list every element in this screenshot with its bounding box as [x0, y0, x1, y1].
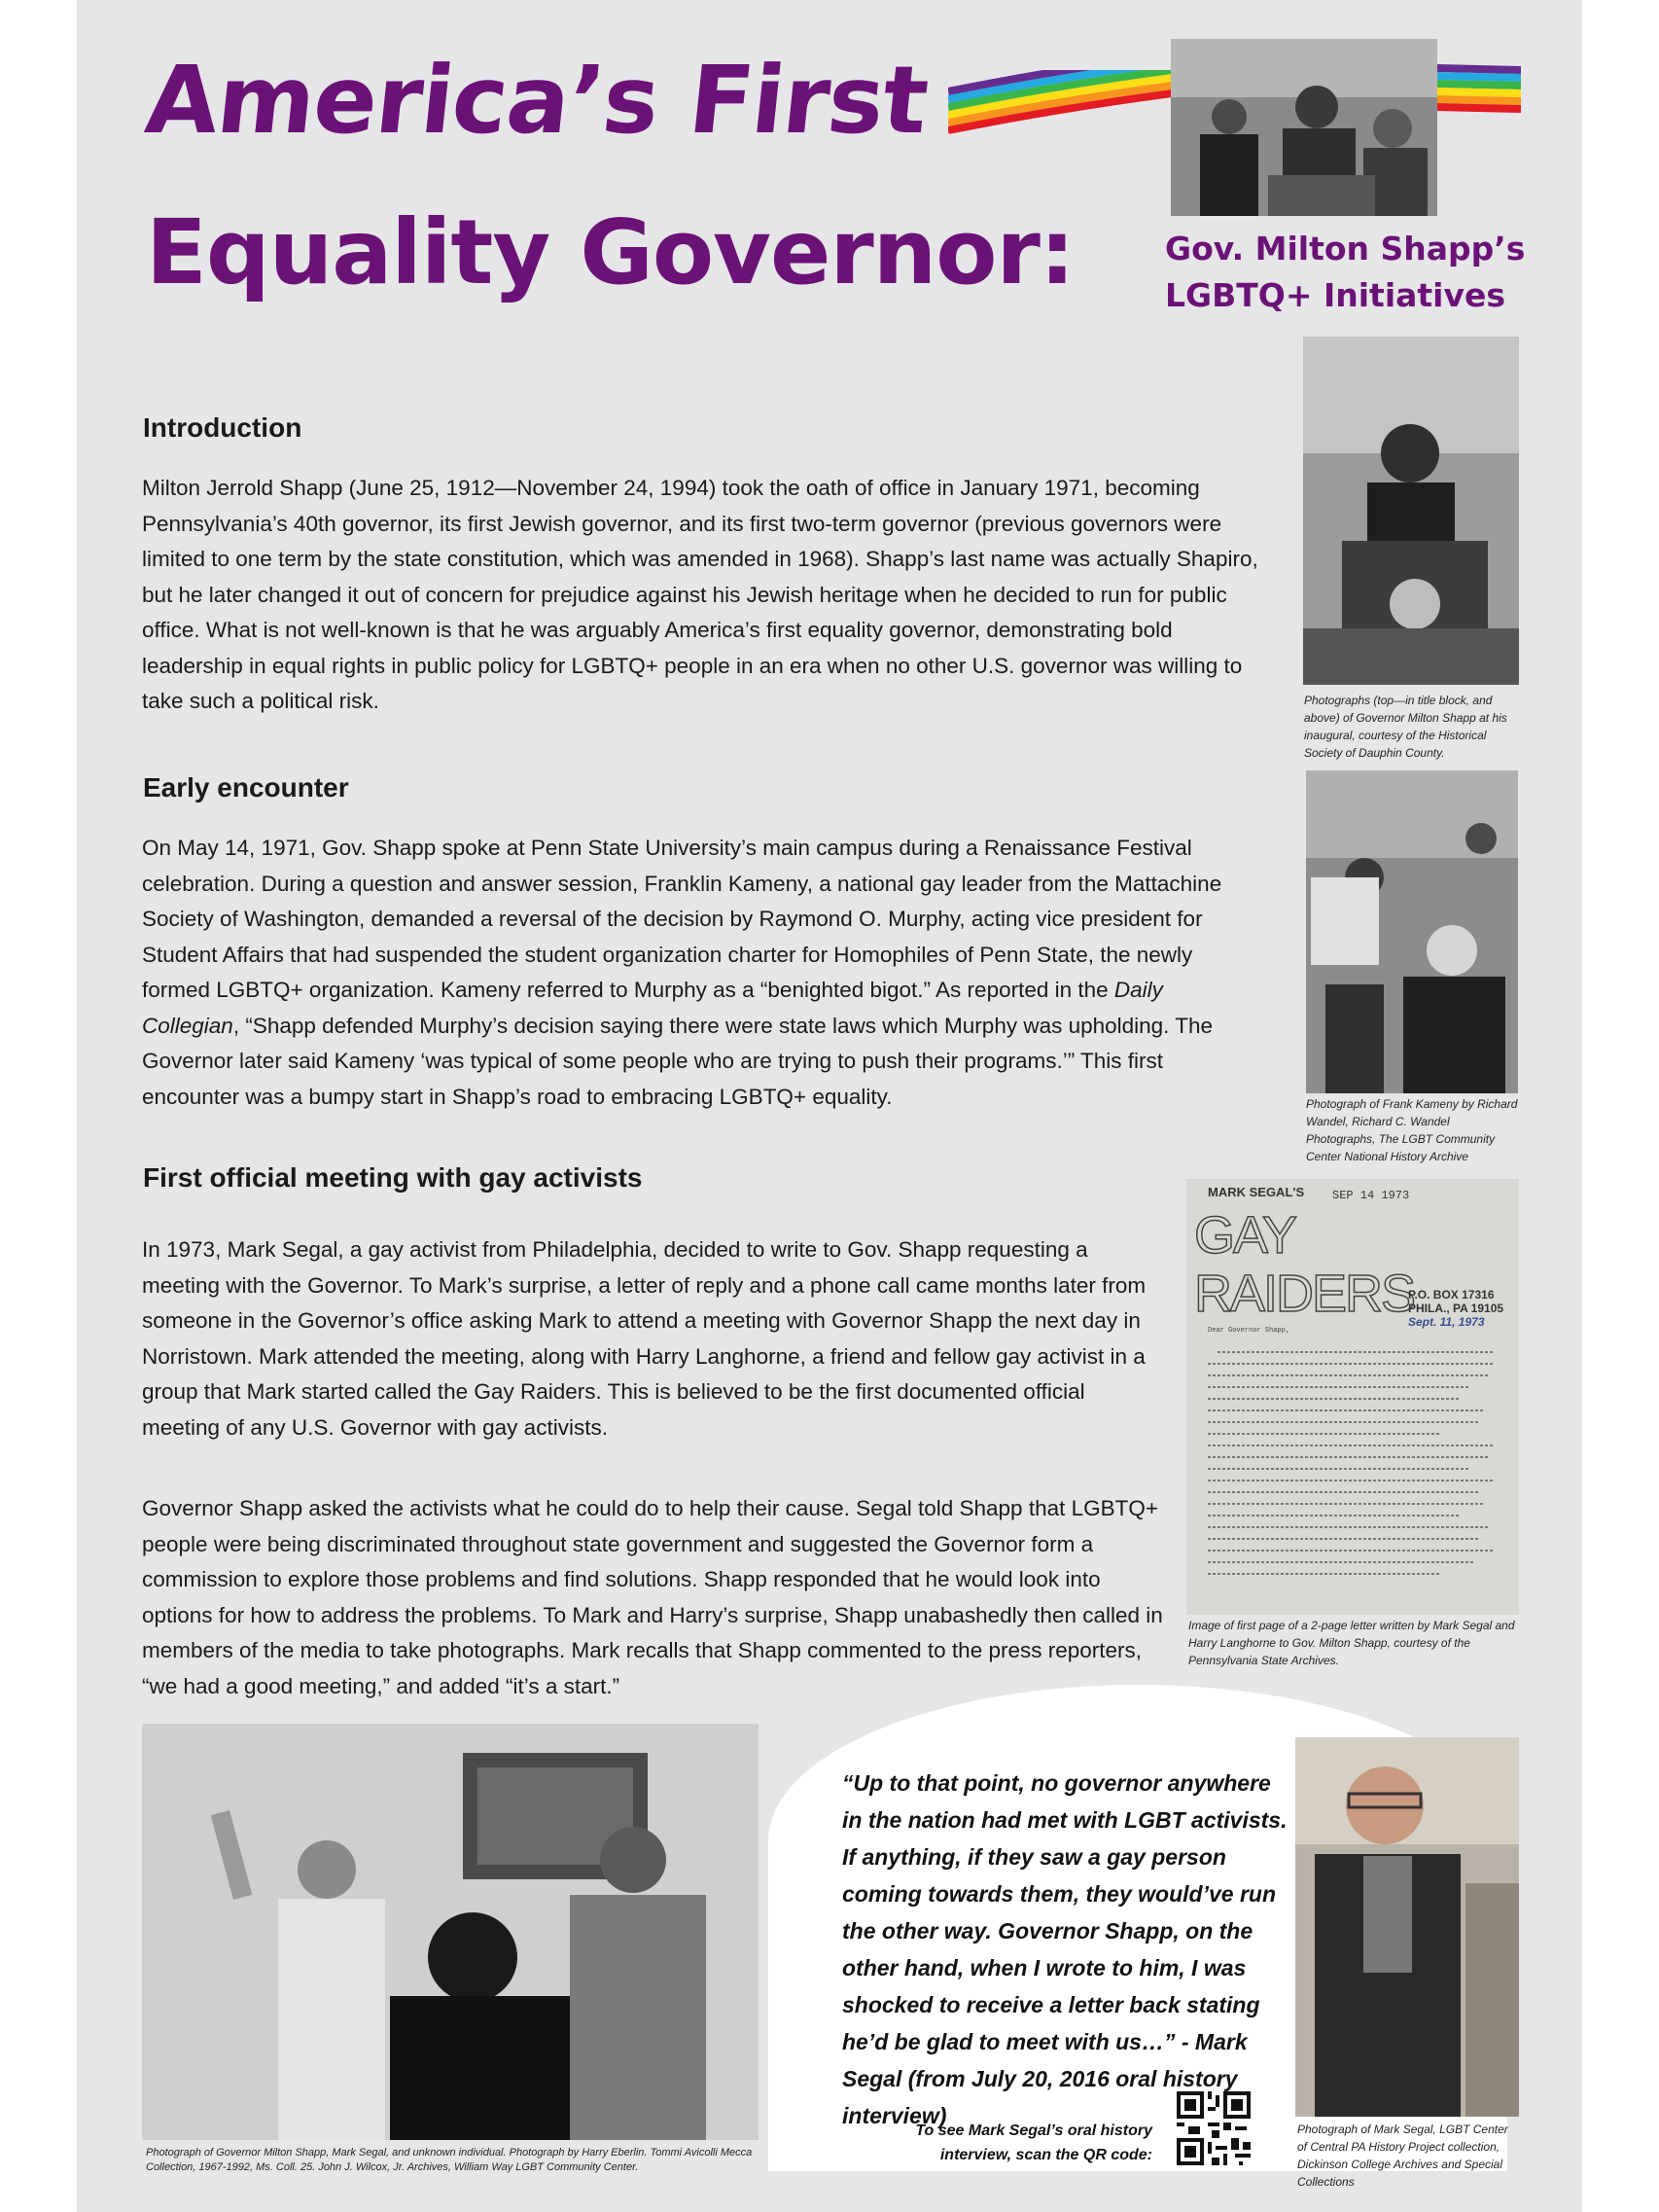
first-meeting-text-2: [142, 1491, 1163, 1704]
kameny-photo: [1306, 770, 1518, 1093]
introduction-text: [142, 471, 1260, 720]
letter-stamp: SEP 14 1973: [1332, 1189, 1410, 1202]
letter-address: [1408, 1288, 1503, 1329]
caption-meeting-photo: Photograph of Governor Milton Shapp, Mark Segal, and unknown individual. Photograph by Harry Eberlin. Tommi Avicolli Mecca Collection, 1967-1992, Ms. Coll. 25. John J. Wilcox, Jr. Archives, William Way LGBT Community Center.: [146, 2147, 753, 2173]
letter-salutation: Dear Governor Shapp,: [1208, 1327, 1290, 1335]
caption-inaugural: Photographs (top—in title block, and above) of Governor Milton Shapp at his inaugural, courtesy of the Historical Society of Dauphin County.: [1304, 694, 1507, 760]
subtitle-line-2: LGBTQ+ Initiatives: [1165, 276, 1506, 314]
letter-date: Sept. 11, 1973: [1408, 1315, 1485, 1329]
title-line-1: America’s First: [140, 46, 933, 155]
letter-header: MARK SEGAL'S: [1208, 1185, 1305, 1199]
daily-collegian: Daily Collegian: [142, 978, 1163, 1038]
early-encounter-text: [142, 831, 1260, 1115]
heading-introduction: Introduction: [143, 412, 302, 443]
title-line-2: Equality Governor:: [146, 200, 1075, 304]
mark-segal-quote: [842, 1765, 1289, 2134]
gay-raiders-letter: [1186, 1179, 1519, 1615]
first-meeting-paragraph-1: In 1973, Mark Segal, a gay activist from Philadelphia, decided to write to Gov. Shapp requesting a meeting with the Governor. To Mark’s surprise, a letter of reply and a phone call came months later from someone in the Governor’s office asking Mark to attend a meeting with Governor Shapp the next day in Norristown. Mark attended the meeting, along with Harry Langhorne, a friend and fellow gay activist in a group that Mark started called the Gay Raiders. This is believed to be the first documented official meeting of any U.S. Governor with gay activists.: [142, 1237, 1147, 1440]
heading-first-meeting: First official meeting with gay activists: [143, 1162, 643, 1193]
quote-attribution: - Mark Segal (from July 20, 2016 oral history interview): [842, 2029, 1248, 2128]
qr-code-icon[interactable]: [1177, 2091, 1251, 2165]
caption-letter: Image of first page of a 2-page letter written by Mark Segal and Harry Langhorne to Gov. Milton Shapp, courtesy of the Pennsylvania State Archives.: [1188, 1619, 1515, 1667]
mark-segal-photo: [1295, 1737, 1519, 2117]
early-encounter-text-b: , “Shapp defended Murphy’s decision saying there were state laws which Murphy was upholding. The Governor later said Kameny ‘was typical of some people who are trying to push their programs.’” This first encounter was a bumpy start in Shapp’s road to embracing LGBTQ+ equality.: [142, 1013, 1214, 1109]
letter-address-line-1: P.O. BOX 17316: [1408, 1288, 1495, 1302]
meeting-photo: [142, 1724, 759, 2140]
early-encounter-paragraph: [142, 831, 1260, 1115]
caption-segal-photo: Photograph of Mark Segal, LGBT Center of Central PA History Project collection, Dickinson College Archives and Special Collections: [1297, 2123, 1508, 2189]
inaugural-photo-title: [1171, 39, 1437, 216]
first-meeting-text-1: [142, 1232, 1163, 1445]
caption-kameny: Photograph of Frank Kameny by Richard Wandel, Richard C. Wandel Photographs, The LGBT Community Center National History Archive: [1306, 1097, 1518, 1163]
first-meeting-paragraph-2: Governor Shapp asked the activists what he could do to help their cause. Segal told Shapp that LGBTQ+ people were being discriminated throughout state government and suggested the Governor form a commission to explore those problems and find solutions. Shapp responded that he would look into options for how to address the problems. To Mark and Harry’s surprise, Shapp unabashedly then called in members of the media to take photographs. Mark recalls that Shapp commented to the press reporters, “we had a good meeting,” and added “it’s a start.”: [142, 1496, 1163, 1698]
letter-masthead: GAY RAIDERS: [1194, 1206, 1415, 1323]
subtitle: [1165, 226, 1525, 319]
letter-address-line-2: PHILA., PA 19105: [1408, 1302, 1504, 1315]
introduction-paragraph: Milton Jerrold Shapp (June 25, 1912—November 24, 1994) took the oath of office in January 1971, becoming Pennsylvania’s 40th governor, its first Jewish governor, and its first two-term governor (previous governors were limited to one term by the state constitution, which was amended in 1968). Shapp’s last name was actually Shapiro, but he later changed it out of concern for prejudice against his Jewish heritage when he decided to run for public office. What is not well-known is that he was arguably America’s first equality governor, demonstrating bold leadership in equal rights in public policy for LGBTQ+ people in an era when no other U.S. governor was willing to take such a political risk.: [142, 476, 1258, 713]
heading-early-encounter: Early encounter: [143, 772, 349, 803]
rainbow-band-right: [1437, 60, 1521, 128]
rainbow-band-left: [948, 70, 1172, 138]
letter-typed-lines: [1208, 1346, 1500, 1599]
early-encounter-text-a: On May 14, 1971, Gov. Shapp spoke at Penn State University’s main campus during a Renaissance Festival celebration. During a question and answer session, Franklin Kameny, a national gay leader from the Mattachine Society of Washington, demanded a reversal of the decision by Raymond O. Murphy, acting vice president for Student Affairs that had suspended the student organization charter for Homophiles of Penn State, the newly formed LGBTQ+ organization. Kameny referred to Murphy as a “benighted bigot.” As reported in the: [142, 836, 1222, 1002]
qr-label: To see Mark Segal’s oral history interview, scan the QR code:: [915, 2123, 1152, 2163]
subtitle-line-1: Gov. Milton Shapp’s: [1165, 230, 1526, 268]
inaugural-photo-podium: [1303, 337, 1519, 685]
quote-text: “Up to that point, no governor anywhere in the nation had met with LGBT activists. If anything, if they saw a gay person coming towards them, they would’ve run the other way. Governor Shapp, on the other hand, when I wrote to him, I was shocked to receive a letter back stating he’d be glad to meet with us…”: [842, 1770, 1288, 2054]
